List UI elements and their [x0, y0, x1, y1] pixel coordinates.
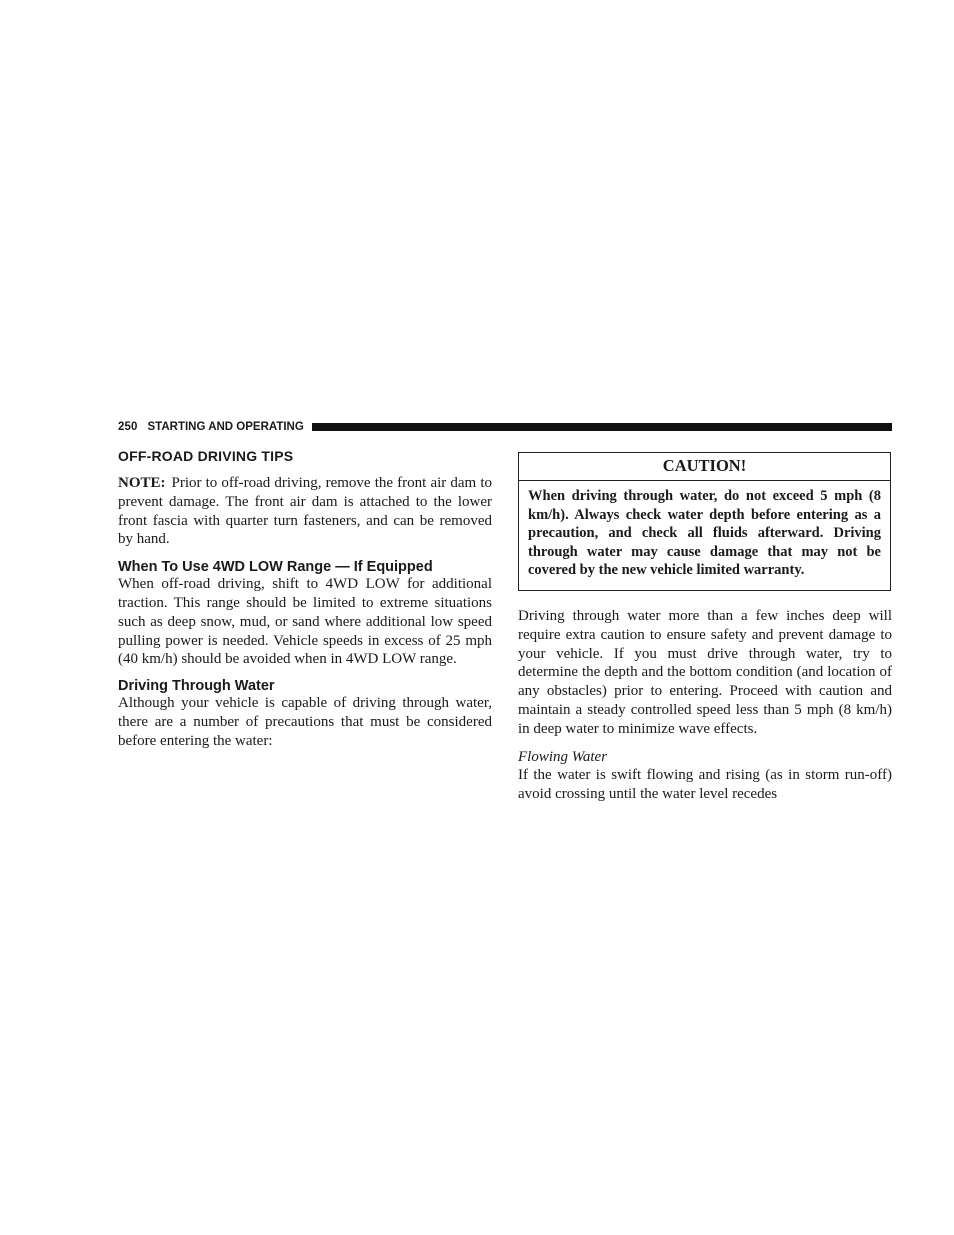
note-text: Prior to off-road driving, remove the front air dam to prevent damage. The front air dam is attached to the lower front fascia with quarter turn fasteners, and can be removed by hand.	[118, 475, 492, 548]
page-header	[118, 419, 892, 435]
subheading-4wd-low: When To Use 4WD LOW Range — If Equipped	[118, 559, 433, 576]
section-title: STARTING AND OPERATING	[147, 421, 304, 433]
heading-off-road-tips: OFF-ROAD DRIVING TIPS	[118, 448, 294, 464]
paragraph-driving-through-water: Although your vehicle is capable of driving through water, there are a number of precautions that must be considered before entering the water:	[118, 695, 492, 749]
paragraph-flowing-water: If the water is swift flowing and rising (as in storm run-off) avoid crossing until the water level recedes	[518, 767, 892, 803]
right-column	[518, 452, 892, 804]
left-column	[118, 448, 492, 751]
subheading-driving-through-water: Driving Through Water	[118, 678, 275, 695]
caution-box	[518, 452, 891, 591]
paragraph-water-depth: Driving through water more than a few inches deep will require extra caution to ensure safety and prevent damage to your vehicle. If you must drive through water, try to determine the depth and the bottom condition (and location of any obstacles) prior to entering. Proceed with caution and maintain a steady controlled speed less than 5 mph (8 km/h) in deep water to minimize wave effects.	[518, 607, 892, 737]
caution-title: CAUTION!	[519, 453, 890, 481]
caution-text: When driving through water, do not exceed 5 mph (8 km/h). Always check water depth before entering as a precaution, and check all fluids afterward. Driving through water may cause damage that may not be covered by the new vehicle limited warranty.	[528, 488, 881, 579]
note-paragraph	[118, 474, 492, 549]
page-number: 250	[118, 421, 138, 433]
header-rule	[312, 423, 892, 431]
note-label: NOTE:	[118, 475, 166, 491]
paragraph-4wd-low: When off-road driving, shift to 4WD LOW for additional traction. This range should be limited to extreme situations such as deep snow, mud, or sand where additional low speed pulling power is needed. Vehicle speeds in excess of 25 mph (40 km/h) should be avoided when in 4WD LOW range.	[118, 576, 492, 668]
subheading-flowing-water: Flowing Water	[518, 748, 608, 765]
